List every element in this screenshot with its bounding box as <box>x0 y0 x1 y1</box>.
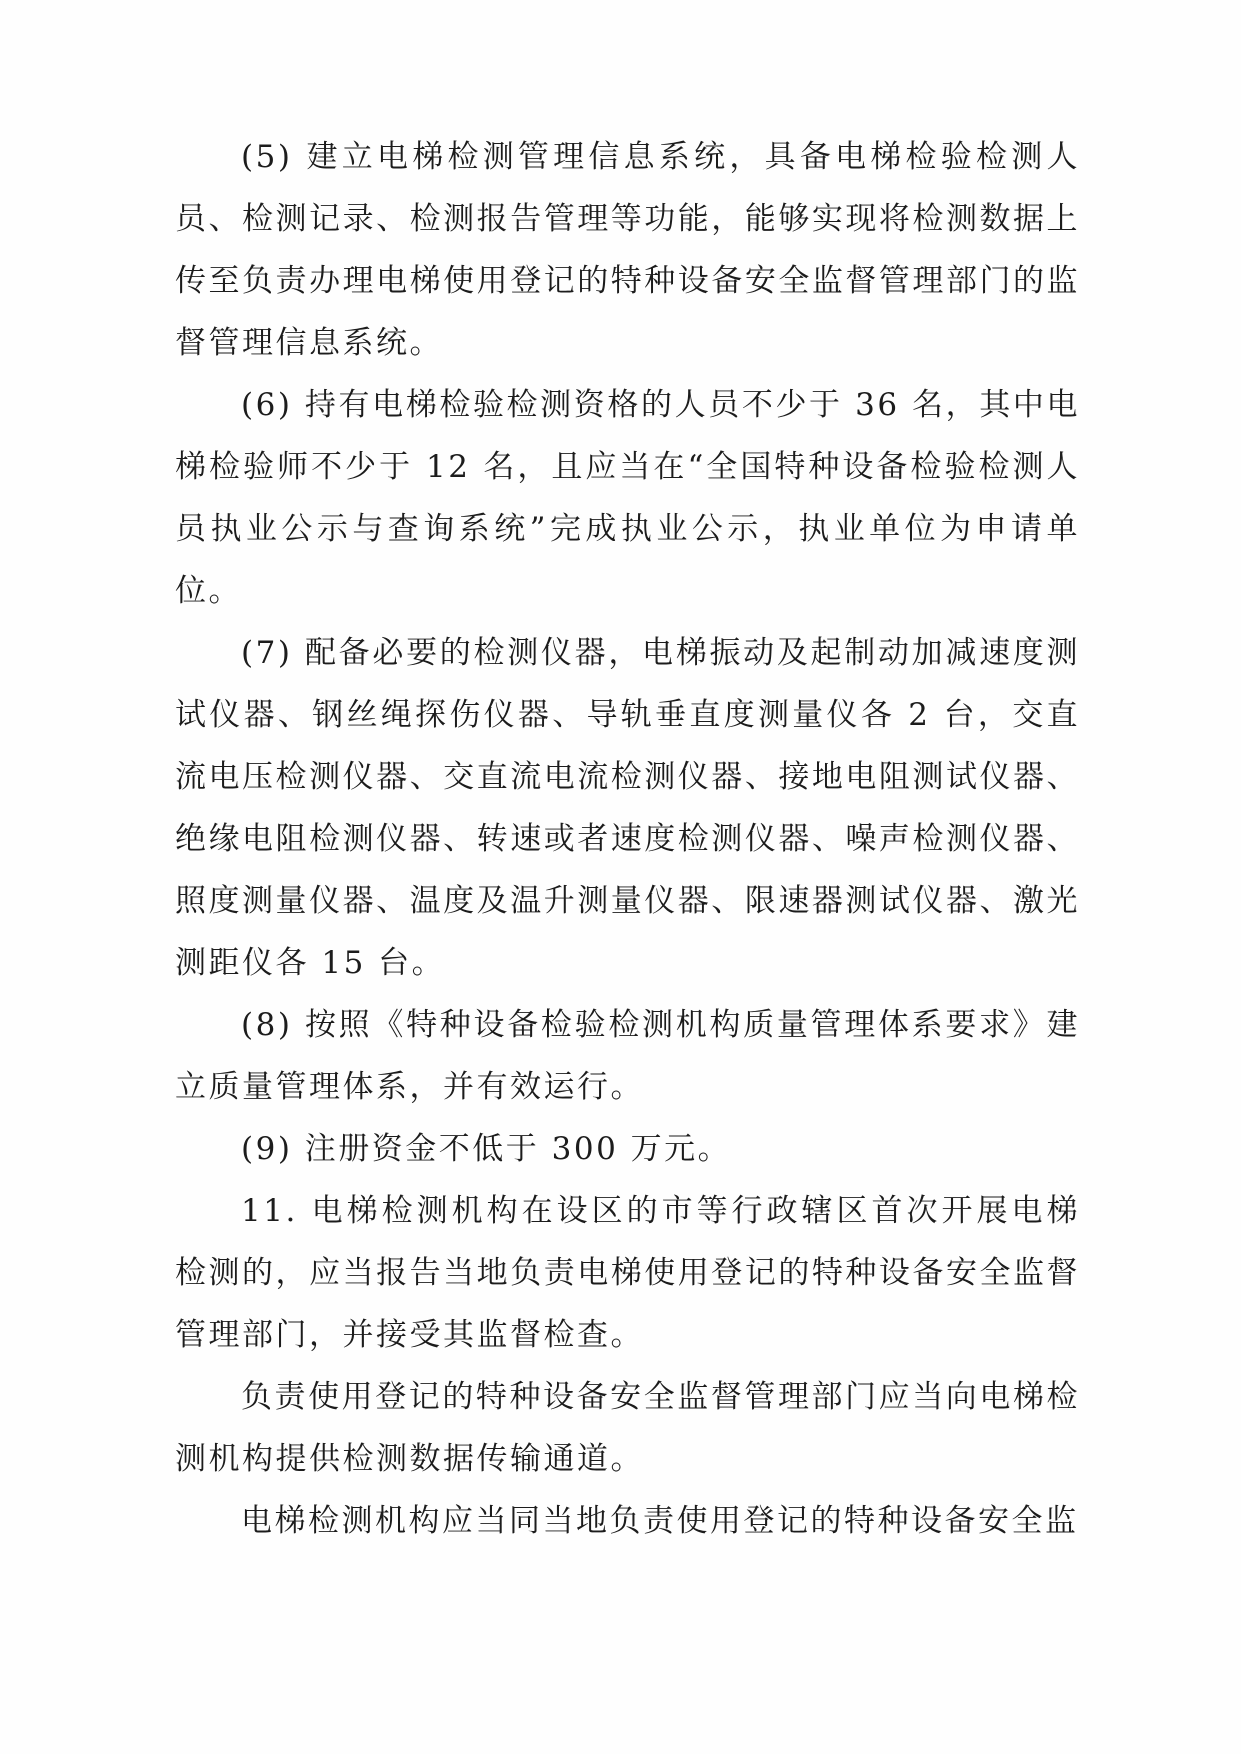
paragraph-item-8: (8) 按照《特种设备检验检测机构质量管理体系要求》建立质量管理体系，并有效运行。 <box>175 1007 1080 1105</box>
paragraph-data-channel: 负责使用登记的特种设备安全监督管理部门应当向电梯检测机构提供检测数据传输通道。 <box>175 1379 1080 1477</box>
paragraph-item-9: (9) 注册资金不低于 300 万元。 <box>241 1131 732 1167</box>
paragraph-section-11: 11. 电梯检测机构在设区的市等行政辖区首次开展电梯检测的，应当报告当地负责电梯使用登记的特种设备安全监督管理部门，并接受其监督检查。 <box>175 1193 1080 1353</box>
paragraph-item-7: (7) 配备必要的检测仪器，电梯振动及起制动加减速度测试仪器、钢丝绳探伤仪器、导轨垂直度测量仪各 2 台，交直流电压检测仪器、交直流电流检测仪器、接地电阻测试仪器、绝缘电阻检测仪器、转速或者速度检测仪器、噪声检测仪器、照度测量仪器、温度及温升测量仪器、限速器测试仪器、激光测距仪各 15 台。 <box>175 635 1080 981</box>
document-body <box>175 126 1080 1552</box>
paragraph-item-6: (6) 持有电梯检验检测资格的人员不少于 36 名，其中电梯检验师不少于 12 名，且应当在“全国特种设备检验检测人员执业公示与查询系统”完成执业公示，执业单位为申请单位。 <box>175 387 1080 609</box>
paragraph-continuation: 电梯检测机构应当同当地负责使用登记的特种设备安全监 <box>241 1503 1079 1539</box>
paragraph-item-5: (5) 建立电梯检测管理信息系统，具备电梯检验检测人员、检测记录、检测报告管理等功能，能够实现将检测数据上传至负责办理电梯使用登记的特种设备安全监督管理部门的监督管理信息系统。 <box>175 139 1080 361</box>
